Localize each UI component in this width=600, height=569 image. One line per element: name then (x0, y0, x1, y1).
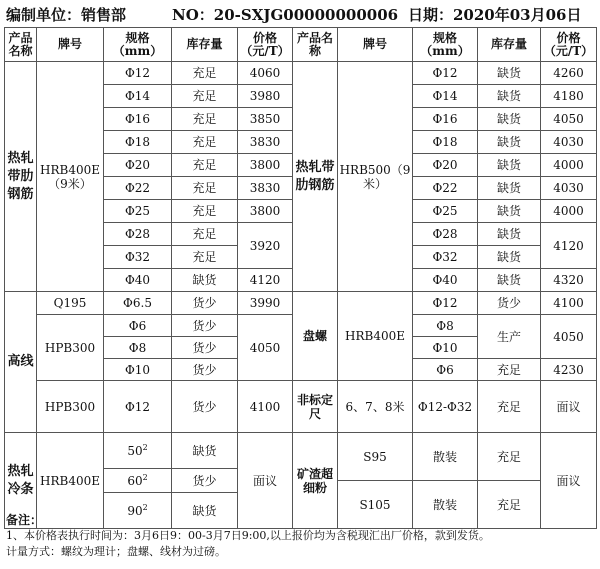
spec-value: 50 (127, 443, 143, 458)
price-cell: 3800 (238, 200, 293, 223)
price-cell: 面议 (541, 381, 597, 433)
spec-cell: Φ18 (413, 131, 478, 154)
stock-cell: 缺货 (478, 223, 541, 246)
document-header (0, 0, 600, 28)
price-cell: 4030 (541, 131, 597, 154)
superscript: 2 (142, 502, 148, 512)
table-row (5, 381, 597, 407)
spec-cell: Φ40 (413, 269, 478, 292)
stock-cell: 货少 (172, 359, 238, 381)
spec-cell (104, 469, 172, 493)
spec-cell: Φ40 (104, 269, 172, 292)
product-name-cell: 矿渣超细粉 (293, 433, 338, 529)
price-cell: 4180 (541, 85, 597, 108)
col-header-name: 产品名称 (5, 28, 37, 62)
document-date: 日期：2020年03月06日 (408, 6, 582, 24)
brand-cell: S95 (338, 433, 413, 481)
stock-cell: 充足 (172, 223, 238, 246)
brand-cell: HRB400E (338, 292, 413, 381)
spec-cell: Φ12-Φ32 (413, 381, 478, 433)
notes-line: 计量方式：螺纹为理计；盘螺、线材为过磅。 (6, 545, 226, 558)
spec-cell: 散装 (413, 433, 478, 481)
stock-cell: 缺货 (478, 154, 541, 177)
brand-cell: Q195 (37, 292, 104, 315)
stock-cell: 缺货 (478, 108, 541, 131)
spec-cell: Φ18 (104, 131, 172, 154)
stock-cell: 缺货 (478, 131, 541, 154)
price-cell: 4000 (541, 154, 597, 177)
col-header-brand: 牌号 (338, 28, 413, 62)
price-cell: 4050 (541, 108, 597, 131)
spec-cell: 散装 (413, 481, 478, 529)
price-cell: 4100 (541, 292, 597, 315)
stock-cell: 货少 (478, 292, 541, 315)
stock-cell: 缺货 (478, 246, 541, 269)
spec-cell: Φ12 (104, 62, 172, 85)
price-cell: 3920 (238, 223, 293, 269)
stock-cell: 缺货 (172, 493, 238, 529)
stock-cell: 货少 (172, 292, 238, 315)
price-cell: 4120 (238, 269, 293, 292)
stock-cell: 货少 (172, 381, 238, 433)
stock-cell: 货少 (172, 469, 238, 493)
col-header-stock: 库存量 (172, 28, 238, 62)
col-header-brand: 牌号 (37, 28, 104, 62)
spec-cell: Φ25 (104, 200, 172, 223)
stock-cell: 充足 (172, 154, 238, 177)
stock-cell: 充足 (172, 200, 238, 223)
stock-cell: 充足 (478, 433, 541, 481)
brand-cell: HPB300 (37, 381, 104, 433)
price-table (4, 27, 597, 529)
spec-cell: Φ6 (104, 315, 172, 337)
price-cell: 4320 (541, 269, 597, 292)
spec-cell: Φ32 (413, 246, 478, 269)
stock-cell: 充足 (478, 381, 541, 433)
price-cell: 3830 (238, 177, 293, 200)
price-cell: 4230 (541, 359, 597, 381)
price-cell: 4050 (541, 315, 597, 359)
product-name-cell: 盘螺 (293, 292, 338, 381)
stock-cell: 缺货 (172, 269, 238, 292)
price-cell: 3850 (238, 108, 293, 131)
spec-cell (104, 433, 172, 469)
issuing-unit: 编制单位：销售部 (6, 6, 127, 24)
table-row (5, 62, 597, 85)
stock-cell: 充足 (172, 108, 238, 131)
stock-cell: 缺货 (172, 433, 238, 469)
brand-cell: HPB300 (37, 315, 104, 381)
stock-cell: 缺货 (478, 177, 541, 200)
price-cell: 4100 (238, 381, 293, 433)
stock-cell: 充足 (478, 481, 541, 529)
spec-cell: Φ10 (413, 337, 478, 359)
stock-cell: 生产 (478, 315, 541, 359)
superscript: 2 (142, 442, 148, 452)
spec-cell: Φ16 (104, 108, 172, 131)
brand-cell: 6、7、8米 (338, 381, 413, 433)
product-name-cell: 热轧冷条 (5, 433, 37, 529)
spec-cell: Φ12 (413, 292, 478, 315)
spec-cell: Φ20 (104, 154, 172, 177)
stock-cell: 充足 (172, 246, 238, 269)
price-cell: 4030 (541, 177, 597, 200)
spec-cell: Φ28 (104, 223, 172, 246)
price-cell: 3990 (238, 292, 293, 315)
spec-cell: Φ12 (104, 381, 172, 433)
price-cell: 4260 (541, 62, 597, 85)
superscript: 2 (142, 472, 148, 482)
brand-cell: HRB400E（9米） (37, 62, 104, 292)
stock-cell: 缺货 (478, 200, 541, 223)
price-cell: 3800 (238, 154, 293, 177)
stock-cell: 缺货 (478, 269, 541, 292)
price-cell: 4000 (541, 200, 597, 223)
table-row (5, 433, 597, 457)
col-header-price: 价格（元/T） (541, 28, 597, 62)
price-cell: 4060 (238, 62, 293, 85)
stock-cell: 充足 (172, 177, 238, 200)
product-name-cell: 热轧带肋钢筋 (293, 62, 338, 292)
price-cell: 面议 (541, 433, 597, 529)
table-header-row (5, 28, 597, 62)
col-header-stock: 库存量 (478, 28, 541, 62)
spec-cell: Φ14 (104, 85, 172, 108)
stock-cell: 充足 (172, 131, 238, 154)
col-header-price: 价格（元/T） (238, 28, 293, 62)
spec-cell: Φ6.5 (104, 292, 172, 315)
spec-cell: Φ8 (413, 315, 478, 337)
stock-cell: 充足 (478, 359, 541, 381)
spec-cell: Φ14 (413, 85, 478, 108)
brand-cell: HRB500（9米） (338, 62, 413, 292)
spec-cell: Φ16 (413, 108, 478, 131)
spec-cell: Φ25 (413, 200, 478, 223)
price-cell: 3830 (238, 131, 293, 154)
col-header-name: 产品名称 (293, 28, 338, 62)
spec-cell: Φ20 (413, 154, 478, 177)
stock-cell: 缺货 (478, 62, 541, 85)
spec-cell: Φ28 (413, 223, 478, 246)
price-cell: 4050 (238, 315, 293, 381)
stock-cell: 货少 (172, 315, 238, 337)
price-cell: 4120 (541, 223, 597, 269)
stock-cell: 充足 (172, 85, 238, 108)
spec-cell: Φ8 (104, 337, 172, 359)
notes-line: 1、本价格表执行时间为：3月6日9：00-3月7日9:00,以上报价均为含税现汇出厂价格，款到发货。 (6, 529, 490, 542)
spec-value: 60 (127, 473, 143, 488)
col-header-spec: 规格（mm） (104, 28, 172, 62)
stock-cell: 充足 (172, 62, 238, 85)
spec-cell: Φ22 (104, 177, 172, 200)
document-number: NO：20-SXJG00000000006 (172, 6, 399, 24)
col-header-spec: 规格（mm） (413, 28, 478, 62)
stock-cell: 缺货 (478, 85, 541, 108)
product-name-cell: 高线 (5, 292, 37, 433)
spec-value: 90 (127, 503, 143, 518)
table-row (5, 292, 597, 315)
notes-title: 备注： (6, 513, 43, 527)
spec-cell: Φ10 (104, 359, 172, 381)
spec-cell: Φ12 (413, 62, 478, 85)
spec-cell: Φ6 (413, 359, 478, 381)
spec-cell: Φ32 (104, 246, 172, 269)
brand-cell: HRB400E (37, 433, 104, 529)
price-cell: 面议 (238, 433, 293, 529)
product-name-cell: 热轧带肋钢筋 (5, 62, 37, 292)
notes-section (6, 512, 596, 560)
product-name-cell: 非标定尺 (293, 381, 338, 433)
stock-cell: 货少 (172, 337, 238, 359)
brand-cell: S105 (338, 481, 413, 529)
spec-cell: Φ22 (413, 177, 478, 200)
price-cell: 3980 (238, 85, 293, 108)
